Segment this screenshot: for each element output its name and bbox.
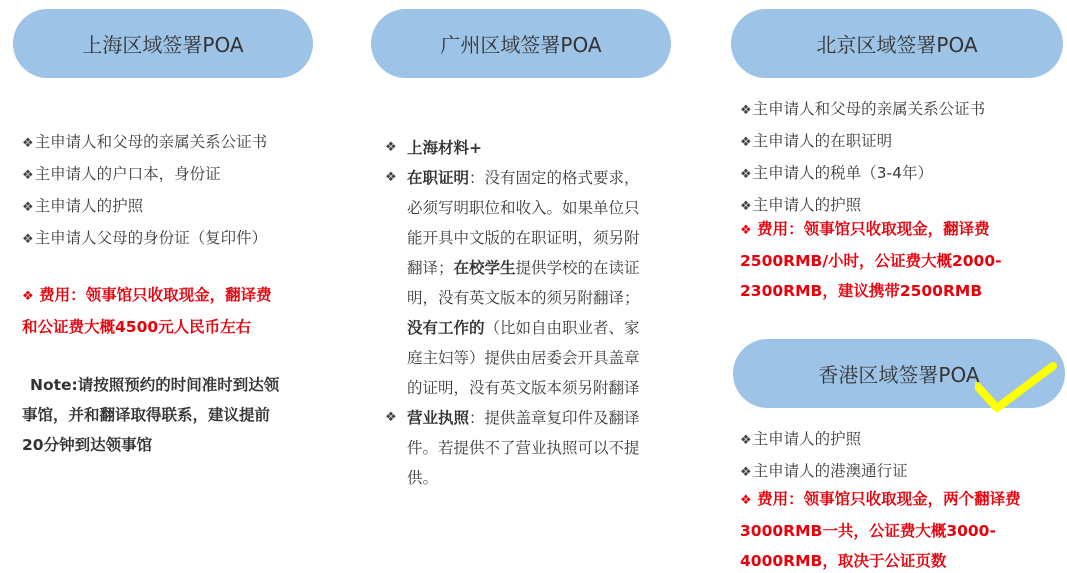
bullet-icon: ❖: [740, 223, 752, 238]
hongkong-fee: [740, 484, 1021, 573]
header-guangzhou: [371, 9, 671, 78]
shanghai-fee: [22, 280, 272, 342]
list-item: [385, 163, 675, 403]
item-heading: 营业执照: [407, 409, 470, 427]
item-heading: 在职证明: [407, 169, 470, 187]
shanghai-list: [22, 127, 267, 255]
item-text: 主申请人父母的身份证（复印件）: [34, 229, 268, 247]
item-heading: 没有工作的: [407, 319, 485, 337]
shanghai-note: [22, 370, 279, 460]
bullet-icon: ❖: [22, 200, 34, 215]
bullet-icon: ❖: [740, 199, 752, 214]
fee-text: 4000RMB，取决于公证页数: [740, 552, 947, 570]
list-item: [385, 133, 675, 163]
fee-text: 和公证费大概4500元人民币左右: [22, 318, 252, 336]
header-beijing: [731, 9, 1063, 78]
bullet-icon: ❖: [740, 135, 752, 150]
item-text: 主申请人和父母的亲属关系公证书: [34, 133, 268, 151]
list-item: [740, 126, 985, 158]
list-item: [385, 403, 675, 493]
fee-line: [740, 484, 1021, 516]
beijing-fee: [740, 214, 1002, 306]
item-text: 主申请人的在职证明: [752, 132, 893, 150]
header-shanghai-label: 上海区域签署POA: [82, 33, 244, 57]
bullet-icon: ❖: [22, 232, 34, 247]
check-mark-icon: [975, 362, 1057, 414]
header-shanghai: [13, 9, 313, 78]
beijing-list: [740, 94, 985, 222]
bullet-icon: ❖: [22, 289, 34, 304]
item-text: 供。: [407, 469, 439, 487]
item-text: 提供学校的在读证: [515, 259, 640, 277]
item-text: 主申请人的护照: [752, 196, 862, 214]
list-item: [740, 158, 985, 190]
item-text: 上海材料+: [407, 139, 482, 157]
item-text: 主申请人的护照: [34, 197, 144, 215]
fee-text: 3000RMB一共，公证费大概3000-: [740, 522, 996, 540]
item-text: 能开具中文版的在职证明，须另附: [407, 229, 640, 247]
bullet-icon: ❖: [385, 410, 397, 425]
item-text: 件。若提供不了营业执照可以不提: [407, 439, 640, 457]
item-text: （比如自由职业者、家: [484, 319, 640, 337]
bullet-icon: ❖: [740, 103, 752, 118]
item-heading: 在校学生: [453, 259, 516, 277]
item-text: ：提供盖章复印件及翻译: [469, 409, 640, 427]
bullet-icon: ❖: [740, 465, 752, 480]
hongkong-list: [740, 424, 908, 488]
item-text: 主申请人的税单（3-4年）: [752, 164, 933, 182]
fee-text: 费用：领事馆只收取现金，翻译费: [757, 220, 990, 238]
list-item: [22, 127, 267, 159]
note-text: 事馆，并和翻译取得联系，建议提前: [22, 406, 271, 424]
item-text: 主申请人和父母的亲属关系公证书: [752, 100, 986, 118]
list-item: [22, 159, 267, 191]
header-guangzhou-label: 广州区域签署POA: [440, 33, 602, 57]
list-item: [740, 424, 908, 456]
list-item: [22, 223, 267, 255]
header-beijing-label: 北京区域签署POA: [816, 33, 978, 57]
bullet-icon: ❖: [22, 168, 34, 183]
fee-text: 费用：领事馆只收取现金，翻译费: [39, 286, 272, 304]
item-text: 的证明，没有英文版本须另附翻译: [407, 379, 640, 397]
note-text: 20分钟到达领事馆: [22, 436, 153, 454]
item-text: 必须写明职位和收入。如果单位只: [407, 199, 640, 217]
bullet-icon: ❖: [740, 433, 752, 448]
note-text: Note:请按照预约的时间准时到达领: [30, 376, 280, 394]
fee-text: 2500RMB/小时，公证费大概2000-: [740, 252, 1002, 270]
item-text: 翻译；: [407, 259, 454, 277]
bullet-icon: ❖: [385, 140, 397, 155]
bullet-icon: ❖: [385, 170, 397, 185]
fee-line: [740, 214, 1002, 246]
item-text: 主申请人的港澳通行证: [752, 462, 908, 480]
fee-text: 2300RMB，建议携带2500RMB: [740, 282, 983, 300]
item-text: 明，没有英文版本的须另附翻译；: [407, 289, 640, 307]
bullet-icon: ❖: [22, 136, 34, 151]
item-text: 庭主妇等）提供由居委会开具盖章: [407, 349, 640, 367]
item-text: 主申请人的户口本，身份证: [34, 165, 221, 183]
header-hongkong-label: 香港区域签署POA: [818, 363, 980, 387]
item-text: ：没有固定的格式要求，: [469, 169, 640, 187]
list-item: [740, 94, 985, 126]
bullet-icon: ❖: [740, 167, 752, 182]
fee-line: [22, 280, 272, 312]
guangzhou-list: [385, 133, 675, 493]
item-text: 主申请人的护照: [752, 430, 862, 448]
list-item: [22, 191, 267, 223]
bullet-icon: ❖: [740, 493, 752, 508]
fee-text: 费用：领事馆只收取现金，两个翻译费: [757, 490, 1021, 508]
